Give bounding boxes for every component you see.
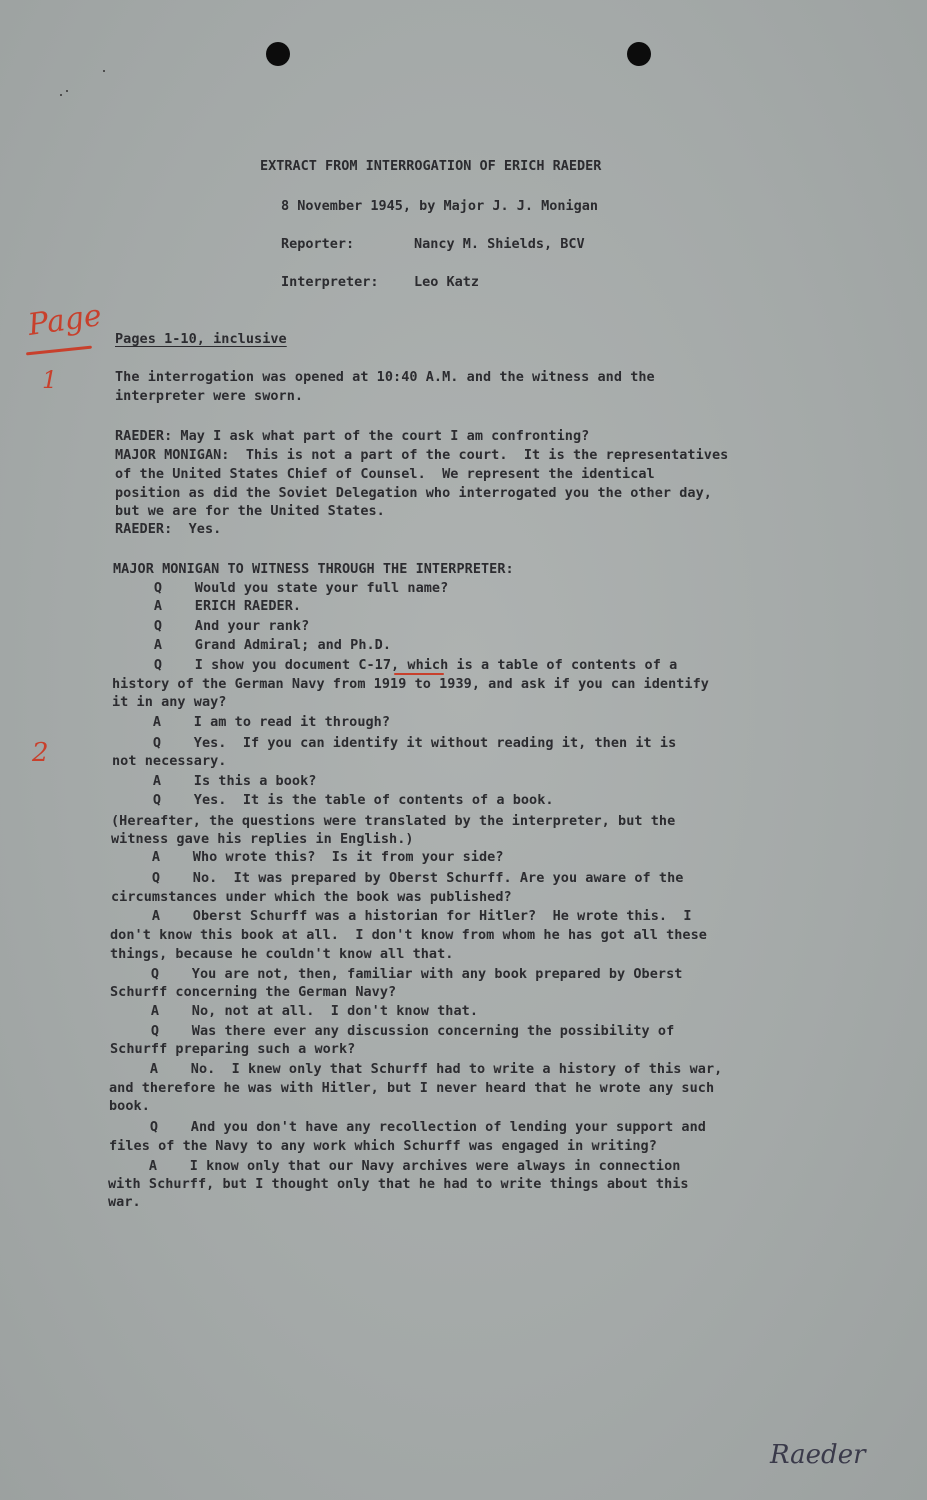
document-title: EXTRACT FROM INTERROGATION OF ERICH RAEDER <box>260 158 602 174</box>
page-number-2-annotation: 2 <box>32 738 49 768</box>
body-line: Q Was there ever any discussion concerning the possibility of <box>110 1023 675 1039</box>
body-line: position as did the Soviet Delegation who interrogated you the other day, <box>115 485 712 501</box>
body-line: A No. I knew only that Schurff had to write a history of this war, <box>109 1061 723 1077</box>
body-line: Schurff concerning the German Navy? <box>110 984 397 1000</box>
date-line: 8 November 1945, by Major J. J. Monigan <box>281 198 598 214</box>
paper-speck <box>103 70 105 72</box>
body-line: The interrogation was opened at 10:40 A.M. and the witness and the <box>115 369 655 385</box>
body-line: things, because he couldn't know all that. <box>110 946 454 962</box>
body-line: Q Would you state your full name? <box>113 580 449 596</box>
body-line: but we are for the United States. <box>115 503 385 519</box>
body-line: MAJOR MONIGAN: This is not a part of the court. It is the representatives <box>115 447 729 463</box>
body-line: with Schurff, but I thought only that he had to write things about this <box>108 1176 689 1192</box>
body-line: Q Yes. It is the table of contents of a book. <box>112 792 554 808</box>
body-line: A I am to read it through? <box>112 714 391 730</box>
punch-hole-left <box>266 42 290 66</box>
page-number-1-annotation: 1 <box>42 366 58 394</box>
paper-speck <box>66 90 68 92</box>
body-line: Schurff preparing such a work? <box>110 1041 356 1057</box>
body-line: Q And you don't have any recollection of lending your support and <box>109 1119 706 1135</box>
interpreter-name: Leo Katz <box>414 274 480 290</box>
body-line: Q I show you document C-17, which is a table of contents of a <box>113 657 678 673</box>
body-line: A ERICH RAEDER. <box>113 598 302 614</box>
body-line: book. <box>109 1098 150 1114</box>
body-line: (Hereafter, the questions were translated by the interpreter, but the <box>111 813 676 829</box>
body-line: MAJOR MONIGAN TO WITNESS THROUGH THE INTERPRETER: <box>113 561 514 577</box>
body-line: A Grand Admiral; and Ph.D. <box>113 637 392 653</box>
section-heading: Pages 1-10, inclusive <box>115 331 287 347</box>
body-line: Q You are not, then, familiar with any book prepared by Oberst <box>110 966 683 982</box>
body-line: files of the Navy to any work which Schurff was engaged in writing? <box>109 1138 657 1154</box>
red-underline-mark <box>26 346 92 356</box>
c17-red-underline <box>394 673 444 675</box>
body-line: Q Yes. If you can identify it without reading it, then it is <box>112 735 677 751</box>
body-line: Q No. It was prepared by Oberst Schurff. Are you aware of the <box>111 870 684 886</box>
body-line: history of the German Navy from 1919 to 1939, and ask if you can identify <box>112 676 709 692</box>
body-line: witness gave his replies in English.) <box>111 831 414 847</box>
body-line: A Is this a book? <box>112 773 317 789</box>
body-line: A No, not at all. I don't know that. <box>110 1003 478 1019</box>
body-line: of the United States Chief of Counsel. We represent the identical <box>115 466 655 482</box>
body-line: it in any way? <box>112 694 227 710</box>
body-line: circumstances under which the book was published? <box>111 889 512 905</box>
body-line: don't know this book at all. I don't know from whom he has got all these <box>110 927 707 943</box>
punch-hole-right <box>627 42 651 66</box>
body-line: and therefore he was with Hitler, but I never heard that he wrote any such <box>109 1080 715 1096</box>
reporter-label: Reporter: <box>281 236 355 252</box>
interpreter-label: Interpreter: <box>281 274 379 290</box>
body-line: A Oberst Schurff was a historian for Hitler? He wrote this. I <box>111 908 692 924</box>
body-line: interpreter were sworn. <box>115 388 304 404</box>
page-annotation: Page <box>25 298 104 343</box>
body-line: A I know only that our Navy archives were always in connection <box>108 1158 681 1174</box>
handwritten-signature: Raeder <box>770 1440 866 1470</box>
body-line: not necessary. <box>112 753 227 769</box>
body-line: Q And your rank? <box>113 618 310 634</box>
body-line: RAEDER: May I ask what part of the court I am confronting? <box>115 428 590 444</box>
reporter-name: Nancy M. Shields, BCV <box>414 236 585 252</box>
body-line: RAEDER: Yes. <box>115 521 222 537</box>
paper-speck <box>60 94 62 96</box>
body-line: A Who wrote this? Is it from your side? <box>111 849 504 865</box>
body-line: war. <box>108 1194 141 1210</box>
